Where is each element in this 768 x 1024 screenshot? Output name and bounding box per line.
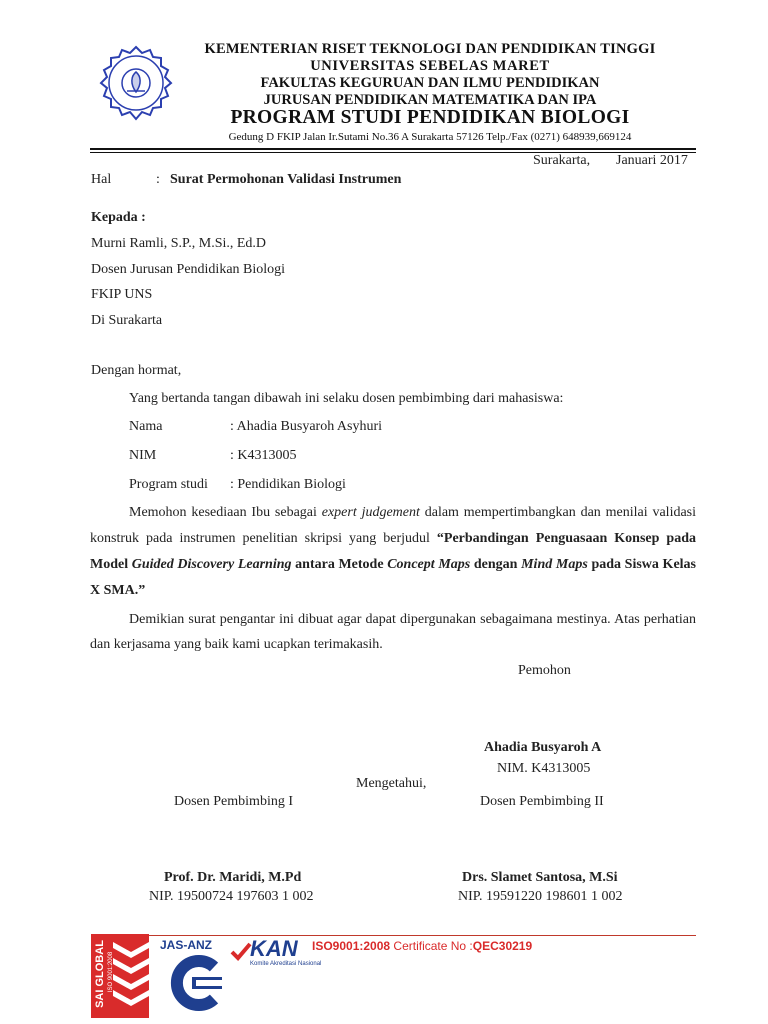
intro-line: Yang bertanda tangan dibawah ini selaku dosen pembimbing dari mahasiswa:	[129, 391, 564, 406]
jas-anz-logo	[160, 938, 222, 1012]
para-title-part: antara Metode	[291, 557, 388, 572]
known-by: Mengetahui,	[356, 776, 427, 791]
field-label-program: Program studi	[129, 477, 208, 492]
cert-label: Certificate No :	[390, 939, 473, 953]
subject-value: Surat Permohonan Validasi Instrumen	[170, 172, 402, 187]
footer-rule	[148, 935, 696, 936]
applicant-label: Pemohon	[518, 663, 571, 678]
recipient-place: Di Surakarta	[91, 313, 163, 328]
kan-logo	[230, 936, 322, 980]
recipient-faculty: FKIP UNS	[91, 287, 153, 302]
para-title-part: dengan	[470, 557, 522, 572]
date-month-year: Januari 2017	[616, 153, 688, 168]
header-rule-thick	[90, 148, 696, 150]
para-italic-expert: expert judgement	[321, 505, 420, 520]
faculty-name: FAKULTAS KEGURUAN DAN ILMU PENDIDIKAN	[260, 75, 600, 91]
iso-certificate	[312, 939, 532, 953]
university-name: UNIVERSITAS SEBELAS MARET	[310, 58, 550, 74]
header-rule-thin	[90, 152, 696, 153]
address-line: Gedung D FKIP Jalan Ir.Sutami No.36 A Surakarta 57126 Telp./Fax (0271) 648939,669124	[228, 131, 632, 143]
advisor1-title: Dosen Pembimbing I	[174, 794, 293, 809]
advisor2-name: Drs. Slamet Santosa, M.Si	[462, 870, 618, 885]
subject-colon: :	[156, 172, 160, 187]
advisor2-nip: NIP. 19591220 198601 1 002	[458, 889, 623, 904]
department-name: JURUSAN PENDIDIKAN MATEMATIKA DAN IPA	[263, 92, 597, 108]
sai-global-text: SAI GLOBAL	[94, 940, 106, 1008]
advisor1-nip: NIP. 19500724 197603 1 002	[149, 889, 314, 904]
para-title-italic: Concept Maps	[387, 557, 471, 572]
greeting: Dengan hormat,	[91, 363, 182, 378]
date-city: Surakarta,	[533, 153, 591, 168]
recipient-name: Murni Ramli, S.P., M.Si., Ed.D	[91, 236, 267, 251]
field-value-nim: : K4313005	[230, 448, 297, 463]
university-logo	[93, 44, 179, 126]
subject-label: Hal	[91, 172, 112, 187]
para-title-italic: Guided Discovery Learning	[131, 557, 292, 572]
para-title-italic: Mind Maps	[521, 557, 588, 572]
jas-anz-text: JAS-ANZ	[160, 938, 213, 952]
para-text: dalam mempertimbangkan dan menilai validasi konstruk pada instrumen penelitian skripsi yang berjudul	[90, 505, 697, 546]
recipient-heading: Kepada :	[91, 210, 146, 225]
para-text: Memohon kesediaan Ibu sebagai	[129, 505, 322, 520]
field-label-nim: NIM	[129, 448, 157, 463]
advisor2-title: Dosen Pembimbing II	[480, 794, 604, 809]
field-value-program: : Pendidikan Biologi	[230, 477, 346, 492]
applicant-nim: NIM. K4313005	[497, 761, 591, 776]
kan-subtext: Komite Akreditasi Nasional	[250, 961, 322, 967]
program-name: PROGRAM STUDI PENDIDIKAN BIOLOGI	[230, 107, 630, 128]
recipient-position: Dosen Jurusan Pendidikan Biologi	[91, 262, 286, 277]
field-value-name: : Ahadia Busyaroh Asyhuri	[230, 419, 383, 434]
applicant-name: Ahadia Busyaroh A	[484, 740, 602, 755]
request-paragraph	[90, 500, 696, 604]
closing-paragraph: Demikian surat pengantar ini dibuat agar dapat dipergunakan sebagaimana mestinya. Atas perhatian dan kerjasama yang baik kami ucapkan terimakasih.	[90, 612, 696, 652]
para-title-part: pada Siswa Kelas X SMA.”	[90, 557, 697, 598]
iso-label: ISO9001:2008	[312, 939, 391, 953]
para-title-part: “Perbandingan Penguasaan Konsep pada Model	[90, 531, 697, 572]
sai-global-logo	[91, 934, 149, 1018]
kan-text: KAN	[250, 936, 298, 961]
advisor1-name: Prof. Dr. Maridi, M.Pd	[164, 870, 302, 885]
field-label-name: Nama	[129, 419, 163, 434]
cert-number: QEC30219	[472, 939, 533, 953]
ministry-name: KEMENTERIAN RISET TEKNOLOGI DAN PENDIDIKAN TINGGI	[204, 41, 656, 57]
sai-iso-text: ISO 9001:2008	[108, 951, 114, 993]
